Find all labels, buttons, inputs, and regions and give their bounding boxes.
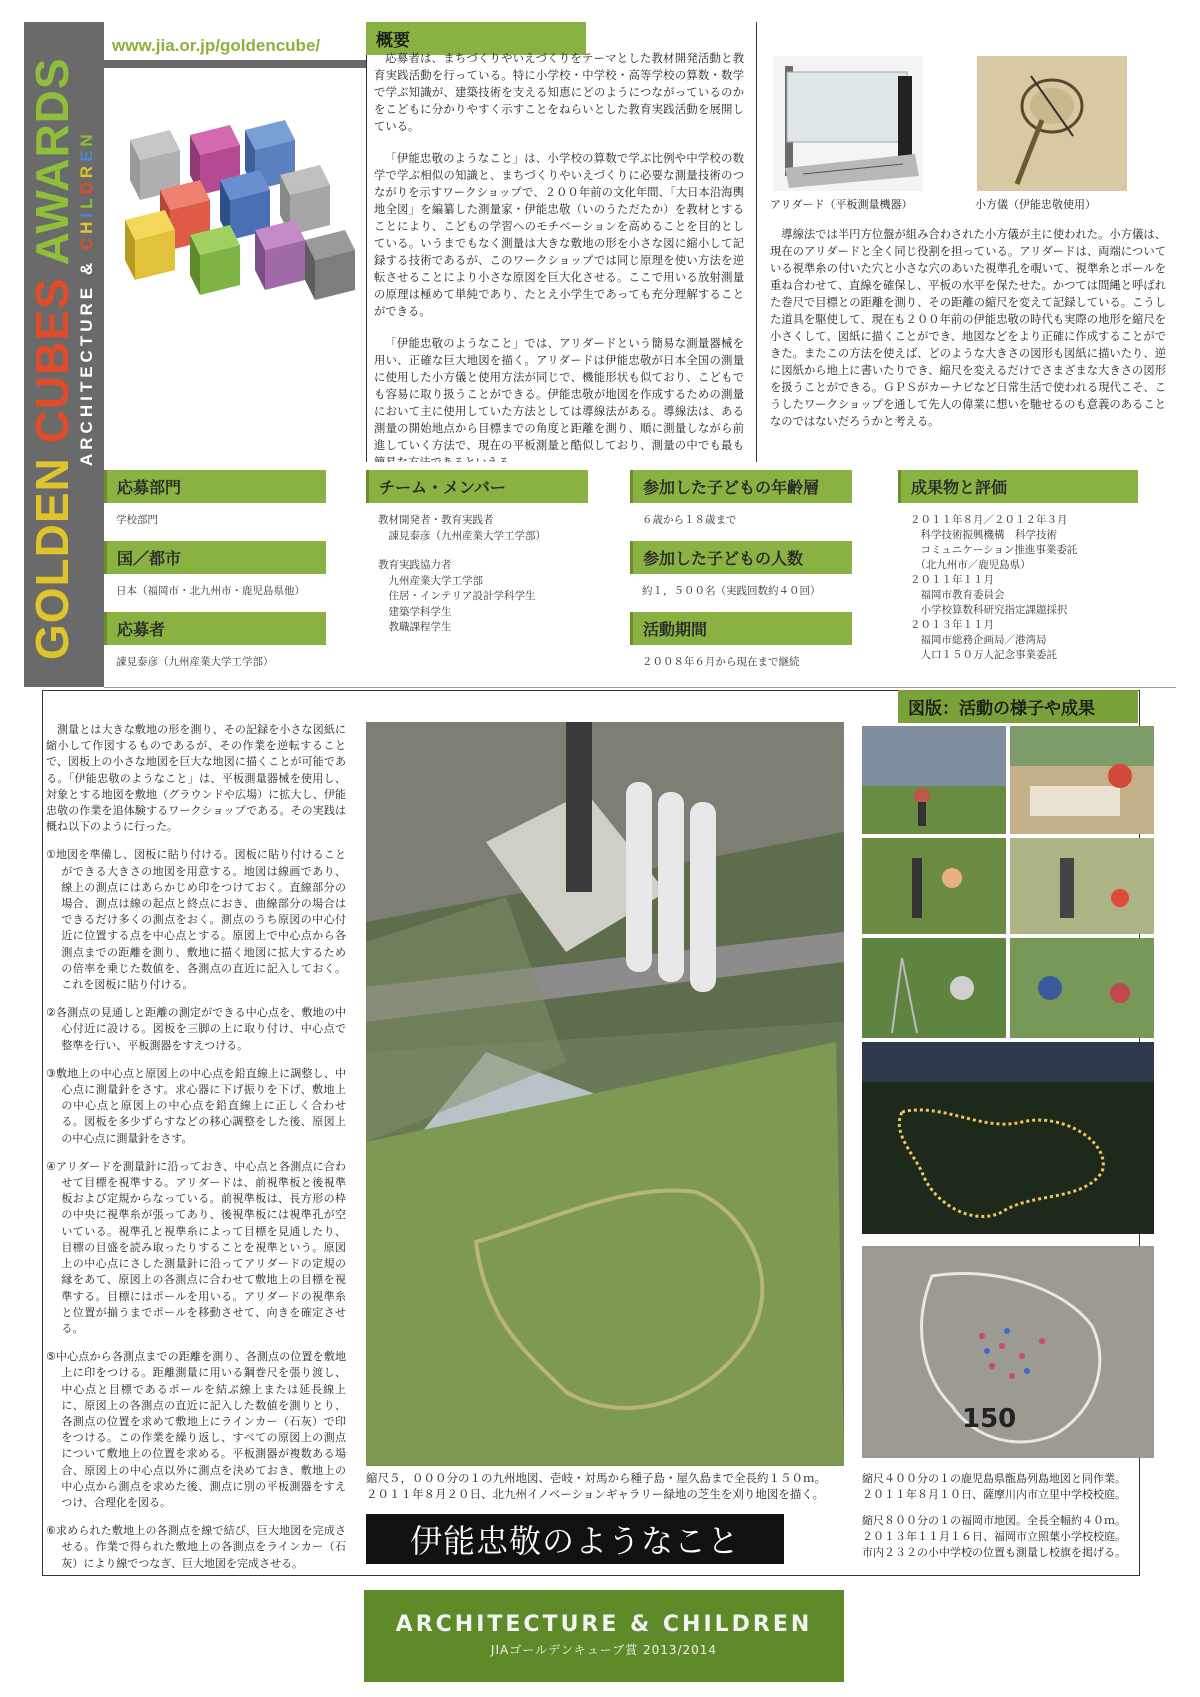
step-item: ⑥求められた敷地上の各測点を線で結び、巨大地図を完成させる。作業で得られた敷地上の各測点をラインカー（石灰）により線でつなぎ、巨大地図を完成させる。 (46, 1524, 346, 1570)
info-column-4 (898, 470, 1138, 673)
country-label: 国／都市 (104, 541, 326, 574)
results-line: 小学校算数科研究指定課題採択 (910, 604, 1068, 616)
team-line: 教職課程学生 (378, 621, 452, 633)
map-number-label: 150 (962, 1404, 1017, 1434)
team-line: 建築学科学生 (378, 605, 452, 618)
footer-title (364, 1612, 844, 1637)
footer-subtitle: JIAゴールデンキューブ賞 2013/2014 (490, 1643, 718, 1657)
activity-photo (1010, 938, 1154, 1038)
aerial-photo (366, 722, 844, 1466)
activity-photo (862, 838, 1006, 934)
info-column-3 (630, 470, 852, 681)
country-value: 日本（福岡市・北九州市・鹿児島県他） (116, 585, 305, 597)
step-item: ①地図を準備し、図板に貼り付ける。図板に貼り付けることができる大きさの地図を用意する。地図は線画であり、線上の測点にはあらかじめ印をつけておく。直線部分の場合、測点は線の起点と終点におき、曲線部分の場合はできるだけ多くの測点をおく。測点のうち原図の中心付近に位置する点を中心点とする。原図上で中心点から各測点までの距離を測り、敷地に描く地図に拡大するための倍率を乗じた数値を、各測点の直近に記入しておく。これを図板に貼り付ける。 (46, 848, 346, 992)
results-line: ２０１３年１１月 (910, 619, 994, 631)
results-line: 人口１５０万人記念事業委託 (910, 649, 1057, 661)
figures-heading: 図版：活動の様子や成果 (898, 690, 1138, 723)
city-map-photo (862, 1246, 1154, 1458)
map-caption-1: 縮尺８００分の１の福岡市地図。全長全幅約４０ｍ。 (862, 1514, 1126, 1527)
results-line: ２０１１年１１月 (910, 574, 994, 586)
team-members (366, 503, 588, 646)
overview-paragraph: 応募者は、まちづくりやいえづくりをテーマとした教材開発活動と教育実践活動を行っている。特に小学校・中学校・高等学校の算数・数学で学ぶ知識が、建築技術を支える知恵にどのようにつながっているのかをこどもに分かりやすく示すことをねらいとした教育実践活動を展開している。 (374, 52, 744, 133)
project-title-banner: 伊能忠敬のようなこと (366, 1514, 784, 1564)
results-list (898, 503, 1138, 673)
team-line: 諌見泰彦（九州産業大学工学部） (378, 529, 546, 542)
category-label: 応募部門 (104, 470, 326, 503)
team-line: 教育実践協力者 (378, 559, 452, 571)
results-line: （北九州市／鹿児島県） (910, 559, 1031, 571)
overview-text (374, 50, 744, 486)
svg-text:ARCHITECTURE & CHILDREN: ARCHITECTURE & CHILDREN (77, 130, 96, 466)
kohogi-photo (977, 56, 1127, 191)
step-item: ④アリダードを測量針に沿っておき、中心点と各測点に合わせて目標を視準する。アリダードは、前視準板と後視準板および定規からなっている。前視準板は、長方形の枠の中央に視準糸が張ってあり、後視準板には視準孔が空いている。視準孔と視準糸によって目標を見通したり、目標の目盛を読み取ったりすることを視準という。原図上の中心点にさした測量針に沿ってアリダードの定規の縁をあて、原図上の各測点に合わせて敷地上の目標を視準する。目標にはポールを用いる。アリダードの視準糸と位置が揃うまでポールを移動させて、向きを確定させる。 (46, 1159, 346, 1335)
svg-text:GOLDEN CUBES AWARDS: GOLDEN CUBES AWARDS (28, 57, 78, 660)
overview-paragraph: 「伊能忠敬のようなこと」は、小学校の算数で学ぶ比例や中学校の数学で学ぶ相似の知識と、まちづくりやいえづくりに必要な測量技術のつながりを示すワークショップで、２００年前の文化年間、「大日本沿海輿地全図」を編纂した測量家・伊能忠敬（いのうただたか）を教材とすることにより、こどもの学習へのモチベーションを高めることを目的としている。いうまでもなく測量は大きな敷地の形を小さな図に縮小して記録する技術であるが、このワークショップでは同じ原理を使い方法を逆転させることにより小さな原図を巨大化させる。ここで用いる放射測量の原理は極めて単純であり、たとえ小学生であっても充分理解することができる。 (374, 152, 744, 318)
night-map-photo (862, 1042, 1154, 1234)
vertical-subtitle (72, 30, 100, 470)
category-value: 学校部門 (116, 514, 158, 526)
team-label: チーム・メンバー (366, 470, 588, 503)
activity-photo (1010, 838, 1154, 934)
night-caption-2: ２０１１年８月１０日、薩摩川内市立里中学校校庭。 (862, 1488, 1126, 1501)
period-label: 活動期間 (630, 612, 852, 645)
age-value: ６歳から１８歳まで (642, 514, 737, 526)
team-line: 住居・インテリア設計学科学生 (378, 590, 536, 602)
map-caption-2: ２０１３年１１月１６日、福岡市立照葉小学校校庭。 (862, 1530, 1126, 1543)
header-band (104, 60, 366, 68)
aerial-caption-2: ２０１１年８月２０日、北九州イノベーションギャラリー緑地の芝生を刈り地図を描く。 (366, 1487, 825, 1501)
overview-paragraph: 「伊能忠敬のようなこと」では、アリダードという簡易な測量器械を用い、正確な巨大地図を描く。アリダードは伊能忠敬が日本全国の測量に使用した小方儀と使用方法が同じで、機能形状も似ており、こどもでも容易に取り扱うことができる。伊能忠敬が地図を作成するための測量において主に使用していた方法としては導線法がある。導線法は、ある測量の開始地点から目標までの角度と距離を測り、順に測量しながら前進していく方法で、現在の平板測量と酷似しており、測量の中でも最も (374, 337, 744, 452)
aerial-caption-1: 縮尺５，０００分の１の九州地図、壱岐・対馬から種子島・屋久島まで全長約１５０ｍ。 (366, 1471, 826, 1485)
results-line: ２０１１年８月／２０１２年３月 (910, 514, 1068, 526)
age-label: 参加した子どもの年齢層 (630, 470, 852, 503)
overview-right-text (770, 226, 1166, 445)
steps-intro: 測量とは大きな敷地の形を測り、その記録を小さな図紙に縮小して作図するものであるが、その作業を逆転することで、図板上の小さな地図を巨大な地図に描くことが可能である。「伊能忠敬のようなこと」は、平板測量器械を使用し、対象とする地図を敷地（グラウンドや広場）に拡大し、伊能忠敬の作業を追体験するワークショップである。その実践は概ね以下のように行った。 (46, 723, 346, 834)
results-label: 成果物と評価 (898, 470, 1138, 503)
overview-heading: 概要 (366, 22, 586, 55)
night-caption-1: 縮尺４００分の１の鹿児島県甑島列島地図と同作業。 (862, 1472, 1126, 1485)
activity-photo (862, 726, 1006, 834)
info-column-1 (104, 470, 326, 681)
cubes-logo (120, 120, 360, 320)
overview-right-paragraph: 導線法では半円方位盤が組み合わされた小方儀が主に使われた。小方儀は、現在のアリダードと全く同じ役割を担っている。アリダードは、両端についている視準糸の付いた穴と小さな穴のあいた視準孔を覗いて、視準糸とポールを重ね合わせて、直線を確保し、平板の水平を保たせた。かつては間縄と呼ばれた巻尺で目標との距離を測り、その距離の縮尺を変えて記録している。こうした道具を駆使して、現在も２００年前の伊能忠敬の時代も実際の地形を縮尺を小さくして、図紙に描くことができ、地図などをより正確に作成することができた。またこの方法を使えば、どのような大きさの図形も図紙に描いたり、逆に図紙から地上に書いたりでき、縮尺を変えるだけでさまざまな大きさの図形を扱うことができる。ＧＰＳがカーナビなど日常生活で使われる現代こそ、こうしたワークショップを通して先人の偉業に想いを馳せるのも意義のあることなのではないだろうかと考える。 (770, 228, 1166, 428)
results-line: コミュニケーション推進事業委託 (910, 544, 1078, 556)
steps-text (46, 722, 346, 1584)
results-line: 科学技術振興機構 科学技術 (910, 529, 1057, 541)
activity-photo (1010, 726, 1154, 834)
results-line: 福岡市教育委員会 (910, 589, 1005, 601)
results-line: 福岡市総務企画局／港湾局 (910, 634, 1047, 646)
step-item: ②各測点の見通しと距離の測定ができる中心点を、敷地の中心付近に設ける。図板を三脚の上に取り付け、中心点で整準を行い、平板測器をすえつける。 (46, 1006, 346, 1052)
team-line: 教材開発者・教育実践者 (378, 514, 494, 526)
kohogi-caption: 小方儀（伊能忠敬使用） (975, 198, 1096, 211)
map-caption-3: 市内２３２の小中学校の位置も測量し校旗を掲げる。 (862, 1546, 1126, 1559)
activity-photo (862, 938, 1006, 1038)
alidade-caption: アリダード（平板測量機器） (770, 198, 913, 211)
step-item: ③敷地上の中心点と原図上の中心点を鉛直線上に調整し、中心点に測量針をさす。求心器に下げ振りを下げ、敷地上の中心点と原図上の中心点を鉛直線上に正しく合わせる。図板を多少ずらすなどの移心調整をした後、原図上の中心点に測量針をさす。 (46, 1066, 346, 1145)
footer-title-text: ARCHITECTURE & CHILDREN (395, 1612, 813, 1637)
footer-banner (364, 1590, 844, 1682)
step-item: ⑤中心点から各測点までの距離を測り、各測点の位置を敷地上に印をつける。距離測量に用いる鋼巻尺を張り渡し、中心点と目標であるポールを結ぶ線上または延長線上に、原図上の各測点の直近に記入した数値を測りとり、各測点の位置を求めて敷地上にラインカー（石灰）で印をつける。この作業を繰り返し、すべての原図上の測点について敷地上の位置を求める。平板測器が複数ある場合、原図上の中心点以外に測点を決めておき、敷地上の中心点から測点を求めた後、測点に別の平板測器をすえつけ、合理化を図る。 (46, 1350, 346, 1509)
alidade-photo (773, 56, 923, 191)
website-url[interactable]: www.jia.or.jp/goldencube/ (112, 36, 321, 55)
info-column-2 (366, 470, 588, 646)
count-value: 約１，５００名（実践回数約４０回） (642, 585, 821, 597)
count-label: 参加した子どもの人数 (630, 541, 852, 574)
team-spacer (378, 544, 576, 558)
period-value: ２００８年６月から現在まで継続 (642, 656, 800, 668)
applicant-value: 諌見泰彦（九州産業大学工学部） (116, 656, 274, 668)
team-line: 九州産業大学工学部 (378, 574, 483, 587)
applicant-label: 応募者 (104, 612, 326, 645)
